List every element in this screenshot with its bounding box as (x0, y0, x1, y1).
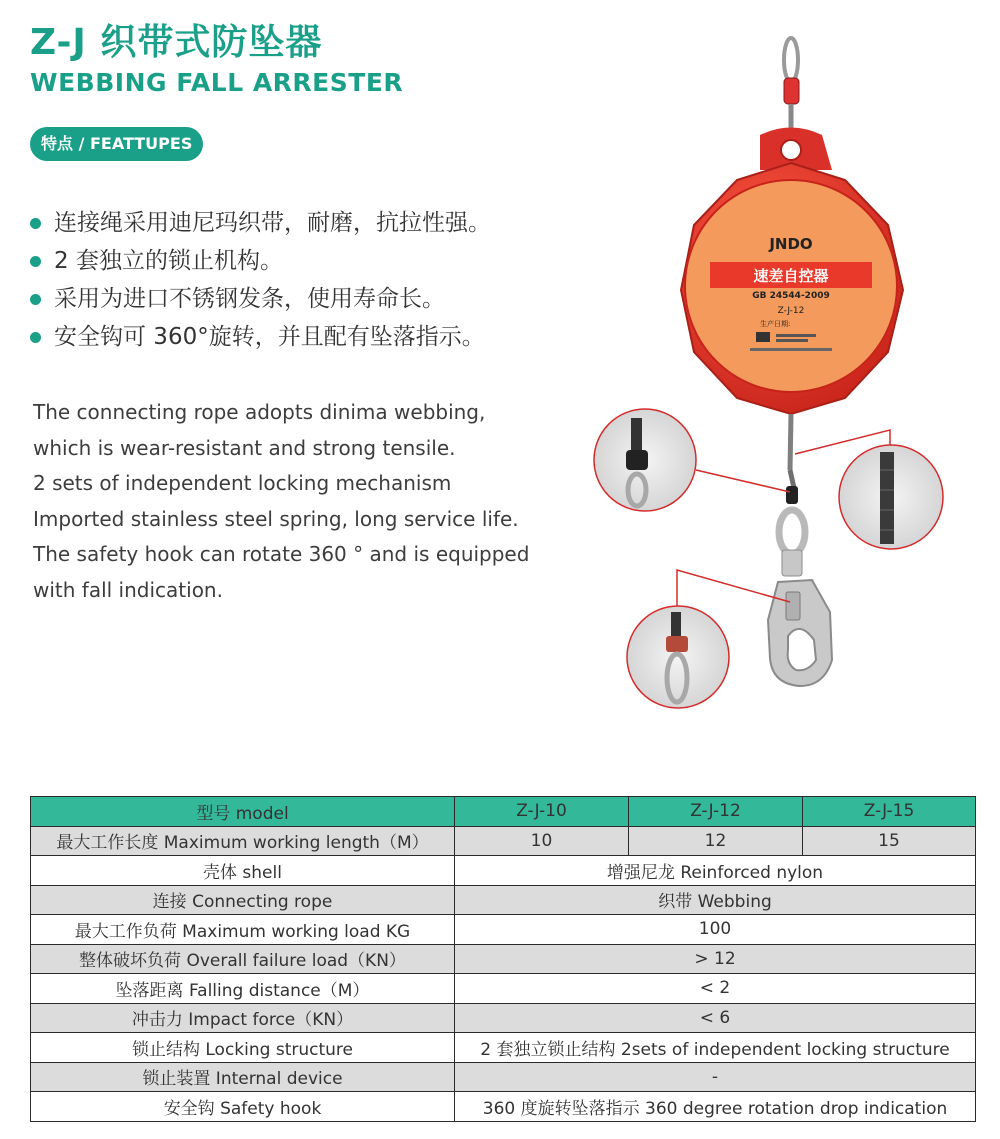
table-cell: 型号 model (31, 797, 455, 827)
table-cell: 15 (803, 826, 976, 856)
table-cell: 2 套独立锁止结构 2sets of independent locking structure (455, 1033, 976, 1063)
list-item: with fall indication. (33, 577, 223, 602)
table-row (31, 1003, 976, 1033)
detail-circle-connector (594, 409, 696, 511)
spec-table (30, 796, 976, 1122)
device-standard: GB 24544-2009 (752, 291, 830, 301)
table-row (31, 1092, 976, 1122)
table-row (31, 1033, 976, 1063)
list-item: 2 套独立的锁止机构。 (30, 242, 491, 280)
table-cell: Z-J-15 (803, 797, 976, 827)
device-brand: JNDO (769, 235, 813, 253)
device-model: Z-J-12 (777, 306, 805, 316)
table-cell: < 2 (455, 974, 976, 1004)
table-cell: 360 度旋转坠落指示 360 degree rotation drop indication (455, 1092, 976, 1122)
product-illustration (580, 30, 990, 720)
device-housing (681, 128, 903, 415)
page-title: Z-J 织带式防坠器 (30, 22, 323, 63)
table-cell: 壳体 shell (31, 856, 455, 886)
table-cell: 整体破坏负荷 Overall failure load（KN） (31, 944, 455, 974)
table-cell: 坠落距离 Falling distance（M） (31, 974, 455, 1004)
table-cell: 连接 Connecting rope (31, 885, 455, 915)
features-en-list (33, 395, 529, 608)
table-cell: 100 (455, 915, 976, 945)
list-item: 采用为进口不锈钢发条，使用寿命长。 (30, 280, 491, 318)
table-cell: 10 (455, 826, 629, 856)
list-item: 安全钩可 360°旋转，并且配有坠落指示。 (30, 318, 491, 356)
list-item: The connecting rope adopts dinima webbing, (33, 400, 486, 424)
table-cell: 锁止结构 Locking structure (31, 1033, 455, 1063)
table-cell: 12 (629, 826, 803, 856)
table-row (31, 944, 976, 974)
detail-circle-webbing (839, 445, 943, 549)
table-cell: 最大工作负荷 Maximum working load KG (31, 915, 455, 945)
table-row (31, 915, 976, 945)
table-cell: 锁止装置 Internal device (31, 1062, 455, 1092)
list-item: which is wear-resistant and strong tensile. (33, 435, 456, 460)
webbing-rope (786, 414, 798, 504)
table-cell: - (455, 1062, 976, 1092)
table-cell: Z-J-10 (455, 797, 629, 827)
page-subtitle: WEBBING FALL ARRESTER (30, 68, 404, 97)
list-item: 连接绳采用迪尼玛织带，耐磨，抗拉性强。 (30, 204, 491, 242)
device-date: 生产日期: (760, 320, 791, 328)
table-cell: 增强尼龙 Reinforced nylon (455, 856, 976, 886)
list-item: Imported stainless steel spring, long service life. (33, 506, 519, 531)
table-row (31, 1062, 976, 1092)
table-cell: Z-J-12 (629, 797, 803, 827)
table-header-row (31, 797, 976, 827)
table-cell: 冲击力 Impact force（KN） (31, 1003, 455, 1033)
table-row (31, 856, 976, 886)
table-row (31, 826, 976, 856)
table-cell: < 6 (455, 1003, 976, 1033)
table-cell: 安全钩 Safety hook (31, 1092, 455, 1122)
device-name: 速差自控器 (753, 267, 829, 285)
table-cell: > 12 (455, 944, 976, 974)
features-cn-list (30, 204, 491, 356)
table-row (31, 974, 976, 1004)
top-carabiner (784, 38, 799, 132)
detail-circle-indicator (627, 606, 729, 708)
list-item: 2 sets of independent locking mechanism (33, 471, 452, 495)
features-badge: 特点 / FEATTUPES (30, 127, 203, 161)
list-item: The safety hook can rotate 360 ° and is equipped (33, 542, 530, 566)
table-cell: 最大工作长度 Maximum working length（M） (31, 826, 455, 856)
table-row (31, 885, 976, 915)
table-cell: 织带 Webbing (455, 885, 976, 915)
